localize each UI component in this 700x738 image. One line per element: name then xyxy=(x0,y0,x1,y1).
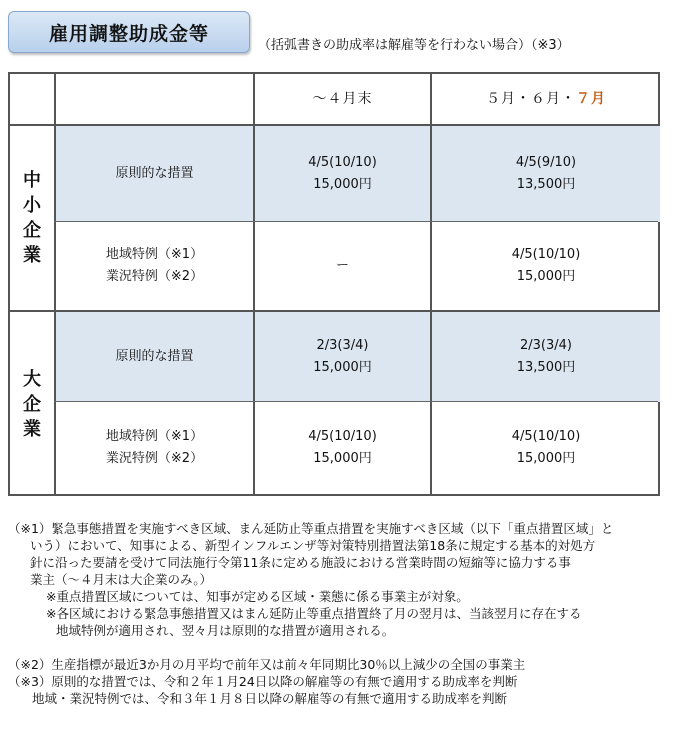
footnote-1-subnote: 地域特例が適用され、翌々月は原則的な措置が適用される。 xyxy=(56,623,395,638)
footnote-1-line: （※1）緊急事態措置を実施すべき区域、まん延防止等重点措置を実施すべき区域（以下「重点措置区域」と xyxy=(8,521,614,536)
vertical-char: 大 xyxy=(23,368,41,390)
row-type-label: 原則的な措置 xyxy=(115,165,194,181)
vertical-char: 業 xyxy=(23,418,41,440)
footnote-1-line: いう）において、知事による、新型インフルエンザ等対策特別措置法第18条に規定する基本的対処方 xyxy=(30,538,596,553)
row-type-cell xyxy=(56,222,253,310)
rate-cell xyxy=(255,312,430,401)
vertical-char: 業 xyxy=(23,245,41,266)
row-type-label: 原則的な措置 xyxy=(115,348,194,364)
daily-cap-value: 15,000円 xyxy=(313,176,372,192)
vertical-char: 中 xyxy=(23,170,41,191)
daily-cap-value: 15,000円 xyxy=(516,269,576,284)
page-subtitle: （括弧書きの助成率は解雇等を行わない場合）（※3） xyxy=(258,38,570,53)
rate-cell xyxy=(432,312,660,401)
subsidy-table xyxy=(8,72,660,496)
daily-cap-value: 15,000円 xyxy=(313,451,372,466)
col-header-april-label: 〜４月末 xyxy=(312,91,373,107)
group-label-large xyxy=(10,312,54,496)
vertical-char: 企 xyxy=(23,393,41,415)
rate-value: 4/5(10/10) xyxy=(511,429,581,444)
rate-cell xyxy=(432,126,660,221)
rate-cell xyxy=(255,126,430,221)
daily-cap-value: 15,000円 xyxy=(313,359,372,375)
footnote-2: （※2）生産指標が最近3か月の月平均で前年又は前々年同期比30％以上減少の全国の事業主 xyxy=(8,657,526,672)
rate-value: 4/5(9/10) xyxy=(515,154,577,170)
footnotes xyxy=(8,520,698,707)
row-type-label: 業況特例（※2） xyxy=(105,451,204,466)
group-label-sme-text xyxy=(22,168,42,268)
rate-value: 2/3(3/4) xyxy=(520,337,572,353)
rate-value: 4/5(10/10) xyxy=(308,154,377,170)
group-label-sme xyxy=(10,126,54,310)
row-type-cell xyxy=(56,126,253,221)
row-type-cell xyxy=(56,402,253,494)
rate-value: 4/5(10/10) xyxy=(511,247,581,262)
not-applicable-dash: ー xyxy=(335,258,349,273)
page-title: 雇用調整助成金等 xyxy=(8,11,250,53)
rate-cell xyxy=(255,222,430,310)
row-type-label: 地域特例（※1） xyxy=(105,247,204,262)
col-header-may-june-label: ５月・６月・ xyxy=(486,91,576,107)
footnote-3-line: 地域・業況特例では、令和３年１月８日以降の解雇等の有無で適用する助成率を判断 xyxy=(32,691,508,706)
footnote-1-subnote: ※重点措置区域については、知事が定める区域・業態に係る事業主が対象。 xyxy=(46,589,469,604)
row-type-label: 地域特例（※1） xyxy=(105,429,204,444)
col-header-may-july xyxy=(432,74,660,124)
footnote-1-subnote: ※各区域における緊急事態措置又はまん延防止等重点措置終了月の翌月は、当該翌月に存在する xyxy=(46,606,582,621)
footnote-1-line: 業主（〜４月末は大企業のみ。） xyxy=(30,572,213,587)
footnote-3-line: （※3）原則的な措置では、令和２年１月24日以降の解雇等の有無で適用する助成率を判断 xyxy=(8,674,518,689)
rate-value: 2/3(3/4) xyxy=(316,337,369,353)
row-type-cell xyxy=(56,312,253,401)
vertical-char: 小 xyxy=(23,195,41,216)
rate-cell xyxy=(432,402,660,494)
group-label-large-text xyxy=(22,367,42,442)
col-header-july-label: ７月 xyxy=(576,91,606,107)
daily-cap-value: 15,000円 xyxy=(516,451,576,466)
rate-cell xyxy=(432,222,660,310)
rate-value: 4/5(10/10) xyxy=(308,429,377,444)
row-type-label: 業況特例（※2） xyxy=(105,269,204,284)
vertical-char: 企 xyxy=(23,220,41,241)
daily-cap-value: 13,500円 xyxy=(516,176,576,192)
col-header-april xyxy=(255,74,430,124)
footnote-1-line: 針に沿った要請を受けて同法施行令第11条に定める施設における営業時間の短縮等に協力する事 xyxy=(30,555,571,570)
daily-cap-value: 13,500円 xyxy=(516,359,576,375)
rate-cell xyxy=(255,402,430,494)
